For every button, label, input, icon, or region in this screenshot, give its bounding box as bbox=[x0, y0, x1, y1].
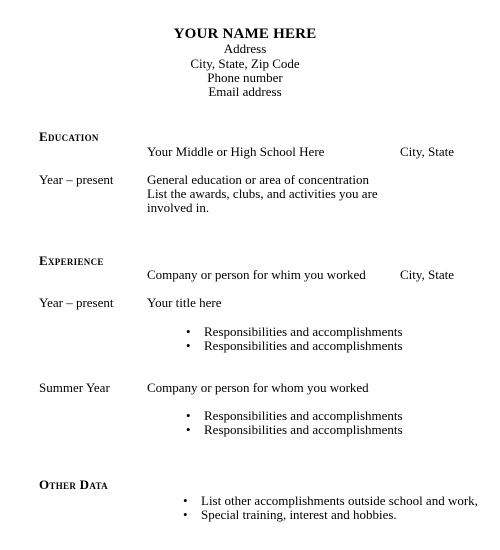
bullet-icon: • bbox=[186, 422, 191, 437]
resume-name: YOUR NAME HERE bbox=[173, 26, 317, 42]
responsibilities-list-1 bbox=[186, 325, 403, 353]
list-item: • List other accomplishments outside school and work, bbox=[183, 493, 478, 508]
education-detail-line: General education or area of concentration bbox=[147, 172, 369, 187]
experience-2-years: Summer Year bbox=[39, 380, 110, 395]
city-state-zip-line: City, State, Zip Code bbox=[190, 56, 300, 71]
bullet-icon: • bbox=[186, 324, 191, 339]
company-1-location: City, State bbox=[400, 267, 455, 282]
school-location: City, State bbox=[400, 144, 455, 159]
education-years: Year – present bbox=[39, 172, 114, 187]
other-data-list bbox=[183, 494, 478, 522]
responsibilities-list-2 bbox=[186, 409, 403, 437]
education-detail-line: List the awards, clubs, and activities you are bbox=[147, 186, 378, 201]
experience-1-years: Year – present bbox=[39, 295, 114, 310]
education-heading: Education bbox=[39, 129, 99, 144]
education-detail-line: involved in. bbox=[147, 200, 210, 215]
list-item: • Responsibilities and accomplishments bbox=[186, 422, 403, 437]
list-item: • Special training, interest and hobbies. bbox=[183, 507, 397, 522]
address-line: Address bbox=[223, 41, 267, 56]
school-name: Your Middle or High School Here bbox=[147, 144, 325, 159]
company-1: Company or person for whim you worked bbox=[147, 267, 366, 282]
education-details bbox=[147, 173, 378, 215]
email-line: Email address bbox=[208, 84, 282, 99]
bullet-icon: • bbox=[186, 408, 191, 423]
experience-heading: Experience bbox=[39, 253, 104, 268]
company-2: Company or person for whom you worked bbox=[147, 380, 369, 395]
bullet-icon: • bbox=[186, 338, 191, 353]
bullet-icon: • bbox=[183, 493, 188, 508]
list-item: • Responsibilities and accomplishments bbox=[186, 338, 403, 353]
list-item: • Responsibilities and accomplishments bbox=[186, 408, 403, 423]
job-title-1: Your title here bbox=[147, 295, 222, 310]
phone-line: Phone number bbox=[207, 70, 283, 85]
list-item: • Responsibilities and accomplishments bbox=[186, 324, 403, 339]
bullet-icon: • bbox=[183, 507, 188, 522]
other-data-heading: Other Data bbox=[39, 477, 108, 492]
